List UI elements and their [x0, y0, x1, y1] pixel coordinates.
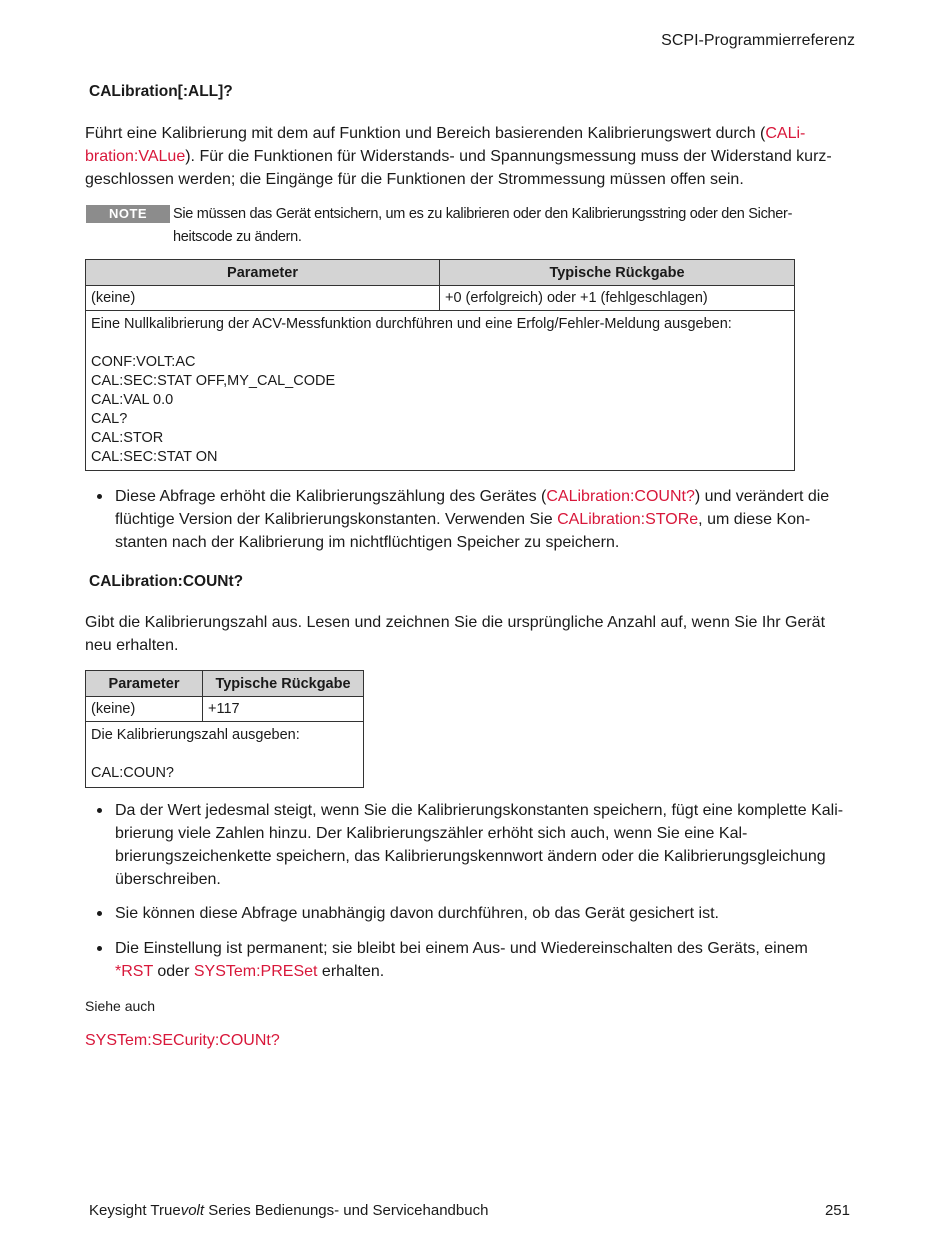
- example-description: Eine Nullkalibrierung der ACV-Messfunktion durchführen und eine Erfolg/Fehler-Meldung ausgeben:: [91, 316, 732, 332]
- section1-text-part2: ). Für die Funktionen für Widerstands- und Spannungsmessung muss der Widerstand kurz- geschlossen werden; die Eingänge für die Funktionen der Strommessung müssen offen sein.: [85, 148, 832, 188]
- bullet-text: oder: [152, 963, 194, 980]
- table-cell-return: +117: [203, 697, 364, 722]
- link-system-security-count[interactable]: SYSTem:SECurity:COUNt?: [85, 1032, 280, 1049]
- bullet-text: Da der Wert jedesmal steigt, wenn Sie die Kalibrierungskonstanten speichern, fügt eine komplette Kali- brierung viele Zahlen hinzu. Der Kalibrierungszähler erhöht sich auch, wenn Sie eine Kal- brierungszeichenkette speichern, das Kalibrierungskennwort ändern oder die Kalibrierungsgleichung überschreiben.: [115, 802, 844, 888]
- page-number: 251: [824, 1202, 850, 1219]
- note-badge: NOTE: [86, 205, 170, 223]
- section1-text-part1: Führt eine Kalibrierung mit dem auf Funktion und Bereich basierenden Kalibrierungswert durch (: [85, 125, 766, 142]
- footer-manual-title: [89, 1202, 488, 1219]
- example-code-line: CONF:VOLT:AC: [91, 354, 196, 370]
- bullet-dot: [97, 494, 102, 499]
- link-calibration-value-b[interactable]: bration:VALue: [85, 148, 186, 165]
- example-code-line: CAL:SEC:STAT OFF,MY_CAL_CODE: [91, 373, 336, 389]
- example-code-line: CAL:COUN?: [91, 765, 174, 781]
- table-example-cell: [86, 311, 795, 471]
- bullet-text: erhalten.: [317, 963, 385, 980]
- table-header-return: Typische Rückgabe: [440, 260, 795, 286]
- section-heading-calibration-count: CALibration:COUNt?: [89, 573, 244, 590]
- calibration-count-table: [85, 670, 364, 788]
- table-cell-parameter: (keine): [86, 286, 440, 311]
- example-code-line: CAL:STOR: [91, 430, 164, 446]
- table-header-parameter: Parameter: [86, 260, 440, 286]
- table-header-return: Typische Rückgabe: [203, 671, 364, 697]
- see-also-text: Siehe auch: [85, 998, 156, 1014]
- bullet-text: , um diese Kon- stanten nach der Kalibrierung im nichtflüchtigen Speicher zu speichern.: [115, 511, 811, 551]
- table-header-parameter: Parameter: [86, 671, 203, 697]
- link-calibration-value-a[interactable]: CALi-: [765, 125, 806, 142]
- running-header: SCPI-Programmierreferenz: [661, 32, 855, 49]
- bullet-dot: [97, 911, 102, 916]
- section1-bullets: [85, 485, 860, 554]
- footer-title-part: Series Bedienungs- und Servicehandbuch: [204, 1202, 489, 1219]
- note-text: Sie müssen das Gerät entsichern, um es zu kalibrieren oder den Kalibrierungsstring oder den Sicher- heitscode zu ändern.: [173, 206, 793, 245]
- link-system-preset[interactable]: SYSTem:PRESet: [193, 963, 318, 980]
- table-example-cell: [86, 722, 364, 788]
- bullet-text: Diese Abfrage erhöht die Kalibrierungszählung des Gerätes (: [115, 488, 547, 505]
- section-heading-calibration-all: CALibration[:ALL]?: [89, 83, 233, 100]
- bullet-text: Sie können diese Abfrage unabhängig davon durchführen, ob das Gerät gesichert ist.: [115, 905, 719, 922]
- bullet-dot: [97, 808, 102, 813]
- section2-description: Gibt die Kalibrierungszahl aus. Lesen und zeichnen Sie die ursprüngliche Anzahl auf, wenn Sie Ihr Gerät neu erhalten.: [85, 614, 826, 654]
- list-item: [85, 799, 865, 891]
- table-cell-parameter: (keine): [86, 697, 203, 722]
- example-code-line: CAL?: [91, 411, 128, 427]
- section1-description: [85, 122, 860, 191]
- bullet-dot: [97, 946, 102, 951]
- list-item: [85, 902, 865, 925]
- see-also-label: [85, 998, 155, 1014]
- link-rst[interactable]: *RST: [115, 963, 153, 980]
- link-calibration-store[interactable]: CALibration:STORe: [557, 511, 699, 528]
- example-code-line: CAL:VAL 0.0: [91, 392, 174, 408]
- bullet-text: Die Einstellung ist permanent; sie bleibt bei einem Aus- und Wiedereinschalten des Geräts, einem: [115, 940, 808, 957]
- section2-bullets: [85, 799, 865, 983]
- table-cell-return: +0 (erfolgreich) oder +1 (fehlgeschlagen): [440, 286, 795, 311]
- footer-title-part: Keysight True: [89, 1202, 181, 1219]
- list-item: [85, 485, 860, 554]
- link-calibration-count[interactable]: CALibration:COUNt?: [546, 488, 695, 505]
- example-description: Die Kalibrierungszahl ausgeben:: [91, 727, 300, 743]
- footer-title-italic: volt: [180, 1202, 205, 1219]
- list-item: [85, 937, 865, 983]
- calibration-all-table: [85, 259, 795, 471]
- example-code-line: CAL:SEC:STAT ON: [91, 449, 218, 465]
- bullet-text: ) und verändert die flüchtige Version der Kalibrierungskonstanten. Verwenden Sie: [115, 488, 830, 528]
